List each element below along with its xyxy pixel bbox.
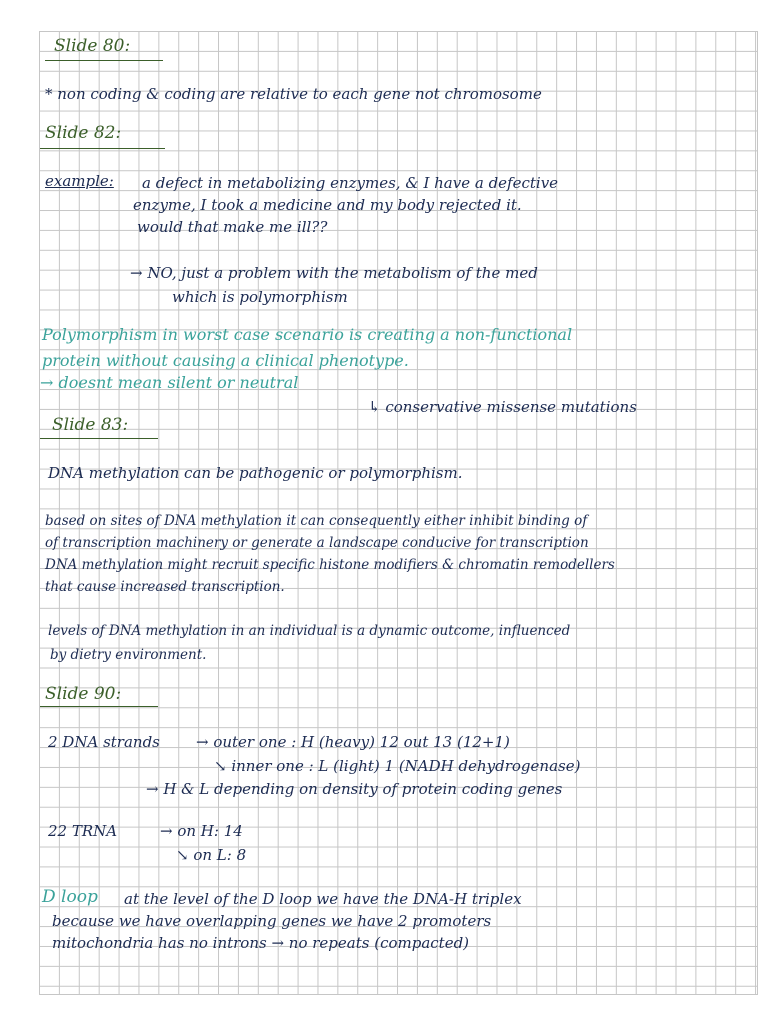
- note-line: ↳ conservative missense mutations: [368, 398, 637, 416]
- note-line: enzyme, I took a medicine and my body rejected it.: [133, 196, 522, 214]
- heading-underline: [40, 148, 165, 149]
- note-line: by dietry environment.: [50, 647, 207, 663]
- note-line: → on H: 14: [160, 822, 243, 840]
- note-line: ↘ inner one : L (light) 1 (NADH dehydrogenase): [214, 757, 581, 775]
- note-line: Polymorphism in worst case scenario is creating a non-functional: [42, 325, 573, 344]
- slide-82-heading: Slide 82:: [45, 123, 122, 143]
- note-line: that cause increased transcription.: [45, 579, 285, 595]
- slide-83-heading: Slide 83:: [52, 415, 129, 435]
- note-line: * non coding & coding are relative to each gene not chromosome: [45, 85, 542, 103]
- note-line: ↘ on L: 8: [176, 846, 247, 864]
- slide-90-heading: Slide 90:: [45, 684, 122, 704]
- note-line: would that make me ill??: [137, 218, 328, 236]
- heading-underline: [40, 706, 158, 707]
- note-line: protein without causing a clinical phenotype.: [42, 351, 409, 370]
- note-line: → NO, just a problem with the metabolism of the med: [130, 264, 538, 282]
- d-loop-label: D loop: [42, 887, 98, 907]
- note-line: DNA methylation can be pathogenic or polymorphism.: [48, 464, 463, 482]
- note-line: DNA methylation might recruit specific histone modifiers & chromatin remodellers: [45, 557, 615, 573]
- note-line: → H & L depending on density of protein coding genes: [146, 780, 563, 798]
- note-line: 22 TRNA: [48, 822, 118, 840]
- note-line: → doesnt mean silent or neutral: [40, 373, 299, 392]
- note-line: → outer one : H (heavy) 12 out 13 (12+1): [196, 733, 510, 751]
- example-label: example:: [45, 172, 114, 190]
- note-line: which is polymorphism: [172, 288, 348, 306]
- slide-80-heading: Slide 80:: [54, 36, 131, 56]
- note-line: mitochondria has no introns → no repeats (compacted): [52, 934, 470, 952]
- note-line: based on sites of DNA methylation it can consequently either inhibit binding of: [45, 513, 588, 529]
- note-line: a defect in metabolizing enzymes, & I have a defective: [142, 174, 559, 192]
- heading-underline: [45, 60, 163, 61]
- note-line: of transcription machinery or generate a landscape conducive for transcription: [45, 535, 589, 551]
- note-line: 2 DNA strands: [48, 733, 160, 751]
- note-line: levels of DNA methylation in an individual is a dynamic outcome, influenced: [48, 623, 571, 639]
- note-line: because we have overlapping genes we have 2 promoters: [52, 912, 492, 930]
- heading-underline: [40, 438, 158, 439]
- note-line: at the level of the D loop we have the DNA-H triplex: [124, 890, 522, 908]
